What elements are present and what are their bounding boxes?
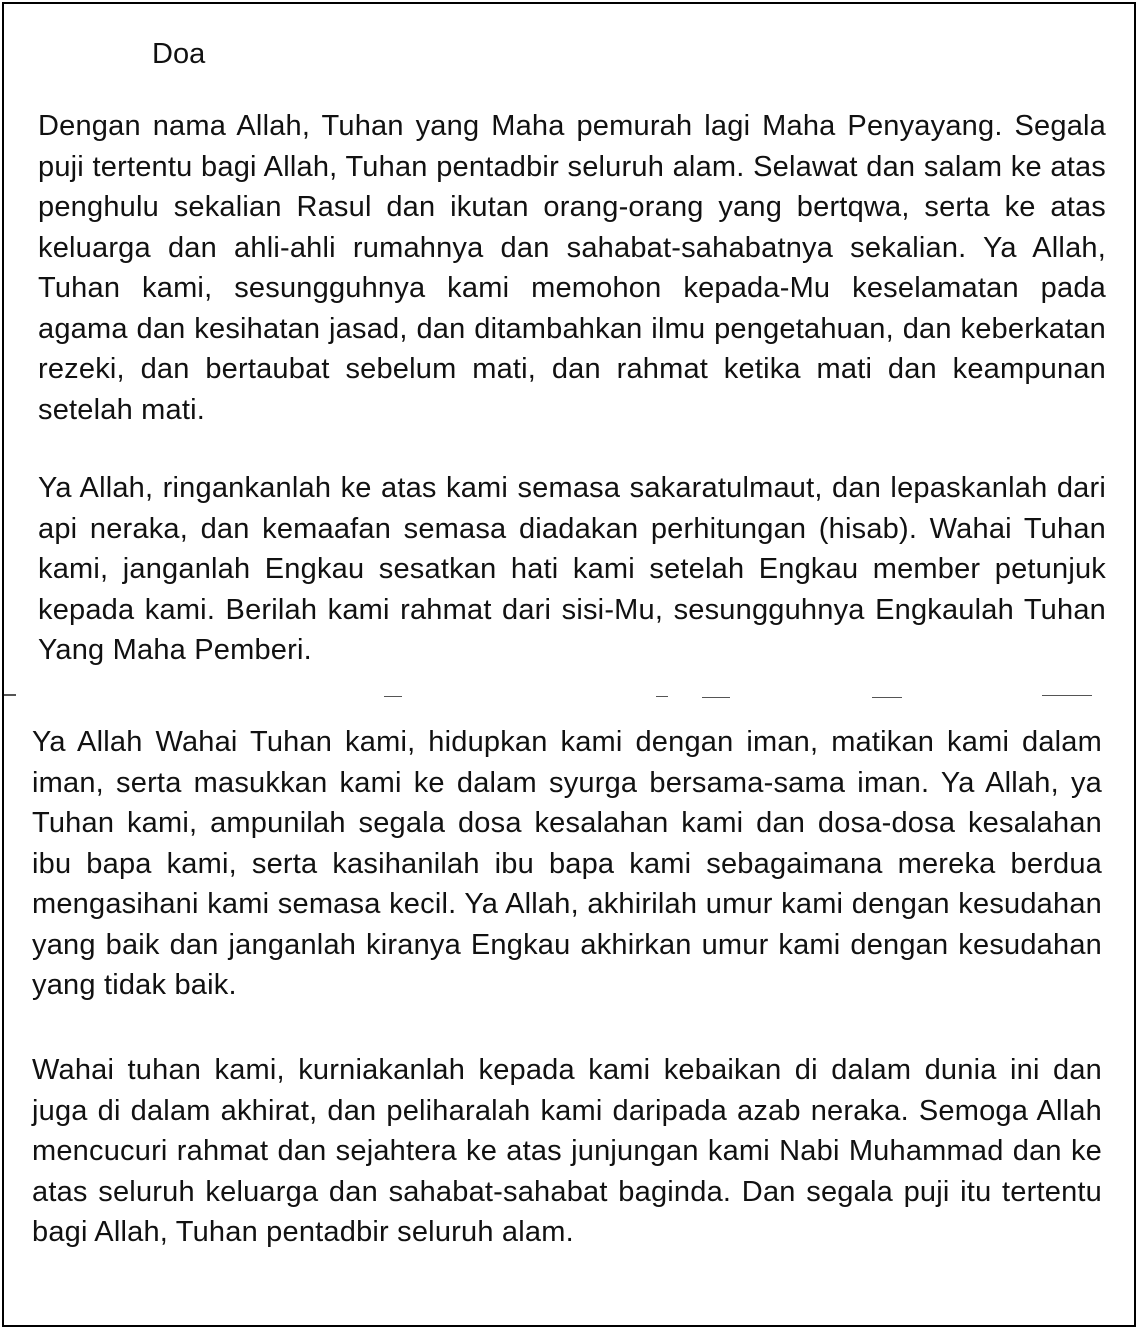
scan-artifact-line xyxy=(656,696,668,697)
scan-artifact-line xyxy=(1042,695,1092,696)
scan-artifact-line xyxy=(872,697,902,698)
scan-artifact-line xyxy=(384,696,402,697)
paragraph-3: Ya Allah Wahai Tuhan kami, hidupkan kami dengan iman, matikan kami dalam iman, serta masukkan kami ke dalam syurga bersama-sama iman. Ya Allah, ya Tuhan kami, ampunilah segala dosa kesalahan kami dan dosa-dosa kesalahan ibu bapa kami, serta kasihanilah ibu bapa kami sebagaimana mereka berdua mengasihani kami semasa kecil. Ya Allah, akhirilah umur kami dengan kesudahan yang baik dan janganlah kiranya Engkau akhirkan umur kami dengan kesudahan yang tidak baik. xyxy=(32,726,1102,1001)
document-title: Doa xyxy=(152,38,206,70)
scan-artifact-line xyxy=(702,697,730,698)
paragraph-4: Wahai tuhan kami, kurniakanlah kepada kami kebaikan di dalam dunia ini dan juga di dalam akhirat, dan peliharalah kami daripada azab neraka. Semoga Allah mencucuri rahmat dan sejahtera ke atas junjungan kami Nabi Muhammad dan ke atas seluruh keluarga dan sahabat-sahabat baginda. Dan segala puji itu tertentu bagi Allah, Tuhan pentadbir seluruh alam. xyxy=(32,1054,1102,1248)
paragraph-1: Dengan nama Allah, Tuhan yang Maha pemurah lagi Maha Penyayang. Segala puji tertentu bagi Allah, Tuhan pentadbir seluruh alam. Selawat dan salam ke atas penghulu sekalian Rasul dan ikutan orang-orang yang bertqwa, serta ke atas keluarga dan ahli-ahli rumahnya dan sahabat-sahabatnya sekalian. Ya Allah, Tuhan kami, sesungguhnya kami memohon kepada-Mu keselamatan pada agama dan kesihatan jasad, dan ditambahkan ilmu pengetahuan, dan keberkatan rezeki, dan bertaubat sebelum mati, dan rahmat ketika mati dan keampunan setelah mati. xyxy=(38,110,1106,426)
document-page xyxy=(2,2,1136,1327)
scan-artifact-line xyxy=(4,694,16,696)
paragraph-2: Ya Allah, ringankanlah ke atas kami semasa sakaratulmaut, dan lepaskanlah dari api neraka, dan kemaafan semasa diadakan perhitungan (hisab). Wahai Tuhan kami, janganlah Engkau sesatkan hati kami setelah Engkau member petunjuk kepada kami. Berilah kami rahmat dari sisi-Mu, sesungguhnya Engkaulah Tuhan Yang Maha Pemberi. xyxy=(38,472,1106,666)
